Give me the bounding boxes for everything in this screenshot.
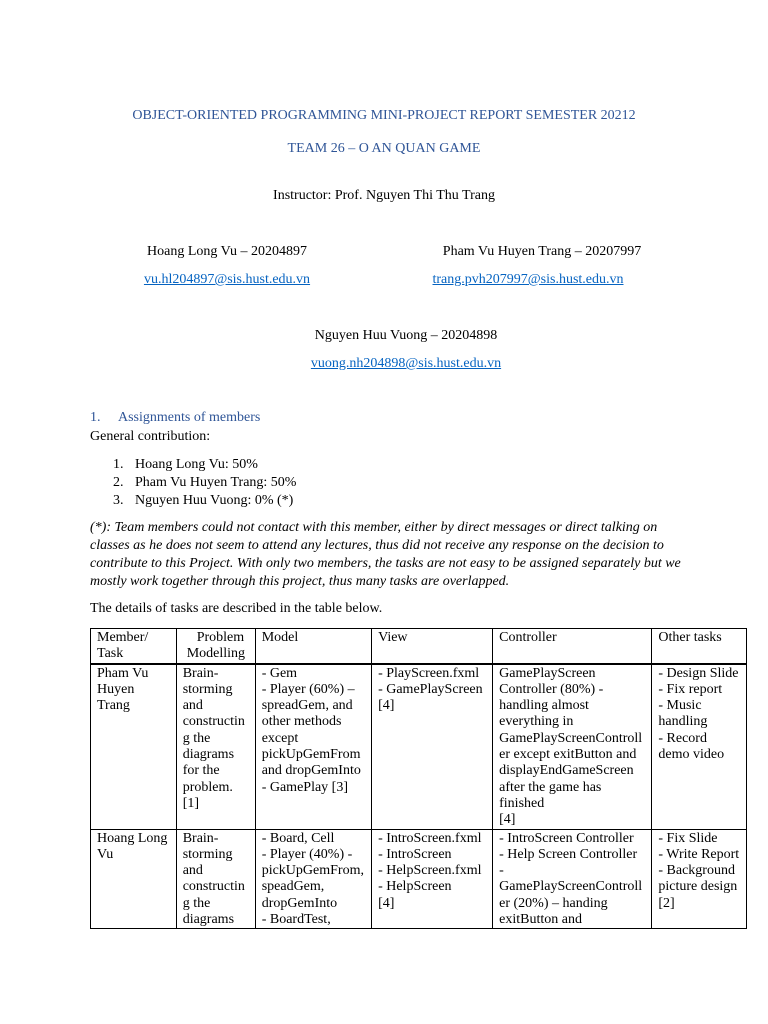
- cell-line: handling: [658, 714, 708, 730]
- cell-line: storming: [182, 681, 233, 697]
- member-email-1[interactable]: vu.hl204897@sis.hust.edu.vn: [143, 272, 311, 287]
- cell-line: GamePlayScreen: [499, 665, 596, 681]
- table-row: [91, 664, 747, 829]
- section-heading: [90, 410, 260, 426]
- cell-line: Trang: [97, 698, 130, 714]
- header-cell-problem-modelling: Problem Modelling: [176, 629, 255, 664]
- cell-line: g the: [182, 895, 211, 911]
- cell-line: - Board, Cell: [261, 830, 335, 846]
- cell-line: displayEndGameScreen: [499, 763, 634, 779]
- cell-line: [1]: [182, 795, 200, 811]
- cell-line: pickUpGemFrom: [261, 747, 361, 763]
- cell-line: exitButton and: [499, 912, 582, 928]
- cell-line: - GamePlayScreen: [378, 681, 483, 697]
- cell-line: - IntroScreen: [378, 846, 452, 862]
- cell-line: - Fix Slide: [658, 830, 718, 846]
- cell-line: - Player (40%) -: [261, 846, 353, 862]
- general-contribution-label: General contribution:: [90, 429, 211, 444]
- header-cell-view: View: [372, 629, 493, 664]
- cell-line: everything in: [499, 714, 574, 730]
- cell-line: and: [182, 863, 203, 879]
- table-cell: [493, 664, 652, 829]
- table-cell: [493, 829, 652, 929]
- header-cell-member: Member/ Task: [91, 629, 177, 664]
- cell-line: - Fix report: [658, 681, 723, 697]
- member-name-1: Hoang Long Vu – 20204897: [147, 244, 307, 259]
- footnote-paragraph: (*): Team members could not contact with this member, either by direct messages or direct talking on classes as he does not seem to attend any lectures, thus did not receive any response on the decision to contribute to this Project. With only two members, the tasks are not easy to be assigned separately but we mostly work together through this project, thus many tasks are overlapped.: [90, 520, 681, 589]
- table-cell: [652, 664, 747, 829]
- cell-line: and dropGemInto: [261, 763, 361, 779]
- cell-line: constructin: [182, 879, 245, 895]
- report-subtitle: TEAM 26 – O AN QUAN GAME: [287, 141, 481, 156]
- report-title: OBJECT-ORIENTED PROGRAMMING MINI-PROJECT REPORT SEMESTER 20212: [132, 108, 636, 123]
- cell-line: picture design: [658, 879, 738, 895]
- cell-line: Brain-: [182, 830, 219, 846]
- table-cell: [255, 664, 371, 829]
- cell-line: Controller (80%) -: [499, 681, 604, 697]
- cell-line: finished: [499, 795, 545, 811]
- cell-line: - Player (60%) –: [261, 681, 355, 697]
- cell-line: diagrams: [182, 747, 235, 763]
- cell-line: [4]: [499, 812, 516, 828]
- table-row: [91, 829, 747, 929]
- header-cell-model: Model: [255, 629, 371, 664]
- cell-line: and: [182, 698, 203, 714]
- cell-line: [2]: [658, 895, 675, 911]
- cell-line: [4]: [378, 698, 395, 714]
- cell-line: storming: [182, 846, 233, 862]
- list-item: 2. Pham Vu Huyen Trang: 50%: [113, 475, 297, 490]
- header-cell-controller: Controller: [493, 629, 652, 664]
- cell-line: Brain-: [182, 665, 219, 681]
- cell-line: - BoardTest,: [261, 912, 331, 928]
- cell-line: - HelpScreen.fxml: [378, 863, 482, 879]
- cell-line: diagrams: [182, 912, 235, 928]
- cell-line: speadGem,: [261, 879, 325, 895]
- cell-line: - Help Screen Controller: [499, 846, 638, 862]
- list-item: 1. Hoang Long Vu: 50%: [113, 457, 258, 472]
- table-intro: The details of tasks are described in the table below.: [90, 601, 383, 616]
- cell-line: after the game has: [499, 779, 602, 795]
- cell-line: - HelpScreen: [378, 879, 452, 895]
- cell-line: - GamePlay [3]: [261, 779, 348, 795]
- list-item: 3. Nguyen Huu Vuong: 0% (*): [113, 493, 294, 508]
- cell-line: except: [261, 730, 299, 746]
- cell-line: dropGemInto: [261, 895, 338, 911]
- cell-line: handling almost: [499, 698, 589, 714]
- cell-line: GamePlayScreenControll: [499, 730, 643, 746]
- table-cell: [91, 664, 177, 829]
- cell-line: GamePlayScreenControll: [499, 879, 643, 895]
- cell-line: Vu: [97, 846, 114, 862]
- table-cell: [176, 664, 255, 829]
- member-email-3[interactable]: vuong.nh204898@sis.hust.edu.vn: [310, 356, 502, 371]
- cell-line: g the: [182, 730, 211, 746]
- cell-line: [4]: [378, 895, 395, 911]
- table-cell: [255, 829, 371, 929]
- cell-line: other methods: [261, 714, 342, 730]
- cell-line: - IntroScreen.fxml: [378, 830, 482, 846]
- member-name-3: Nguyen Huu Vuong – 20204898: [314, 328, 498, 343]
- cell-line: problem.: [182, 779, 233, 795]
- cell-line: - Design Slide: [658, 665, 739, 681]
- task-table: [90, 628, 747, 929]
- cell-line: for the: [182, 763, 220, 779]
- cell-line: - PlayScreen.fxml: [378, 665, 480, 681]
- table-cell: [91, 829, 177, 929]
- table-cell: [372, 664, 493, 829]
- cell-line: - Background: [658, 863, 735, 879]
- cell-line: demo video: [658, 747, 725, 763]
- member-name-2: Pham Vu Huyen Trang – 20207997: [442, 244, 642, 259]
- section-number: 1.: [90, 410, 101, 425]
- member-email-2[interactable]: trang.pvh207997@sis.hust.edu.vn: [432, 272, 624, 287]
- cell-line: er (20%) – handing: [499, 895, 608, 911]
- table-cell: [652, 829, 747, 929]
- cell-line: er except exitButton and: [499, 747, 637, 763]
- cell-line: - IntroScreen Controller: [499, 830, 634, 846]
- cell-line: Hoang Long: [97, 830, 168, 846]
- header-cell-other-tasks: Other tasks: [652, 629, 747, 664]
- table-header-row: [91, 629, 747, 664]
- cell-line: - Write Report: [658, 846, 740, 862]
- instructor-line: Instructor: Prof. Nguyen Thi Thu Trang: [273, 188, 495, 203]
- table-cell: [176, 829, 255, 929]
- cell-line: -: [499, 863, 504, 879]
- cell-line: Pham Vu: [97, 665, 149, 681]
- table-cell: [372, 829, 493, 929]
- cell-line: - Music: [658, 698, 702, 714]
- cell-line: spreadGem, and: [261, 698, 353, 714]
- cell-line: - Record: [658, 730, 707, 746]
- cell-line: pickUpGemFrom,: [261, 863, 364, 879]
- section-title: Assignments of members: [118, 410, 261, 425]
- cell-line: Huyen: [97, 681, 135, 697]
- cell-line: constructin: [182, 714, 245, 730]
- cell-line: - Gem: [261, 665, 298, 681]
